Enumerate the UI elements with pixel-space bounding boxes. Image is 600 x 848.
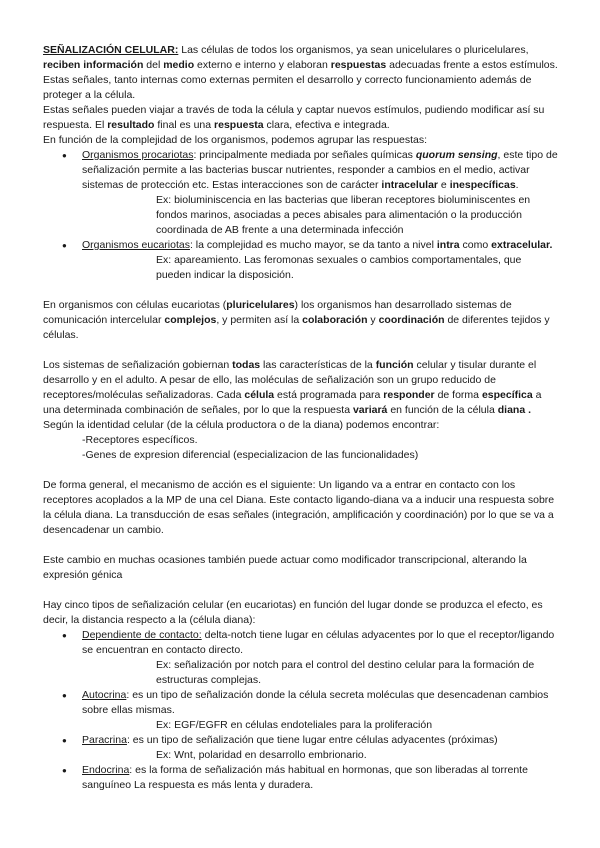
example-text: Ex: señalización por notch para el control del destino celular para la formación de estructuras complejas.	[156, 659, 535, 686]
list-item: ● Autocrina: es un tipo de señalización donde la célula secreta moléculas que desencadenan cambios sobre ellas mismas. Ex: EGF/EGFR en células endoteliales para la proliferación	[43, 688, 559, 733]
list-item: ● Organismos eucariotas: la complejidad es mucho mayor, se da tanto a nivel intra como extracelular. Ex: apareamiento. Las feromonas sexuales o cambios comportamentales, que pueden indicar la disposición.	[43, 238, 559, 283]
eukaryote-paragraph: En organismos con células eucariotas (pluricelulares) los organismos han desarrollado sistemas de comunicación intercelular complejos, y permiten así la colaboración y coordinación de diferentes tejidos y células.	[43, 299, 550, 341]
systems-paragraph: Los sistemas de señalización gobiernan todas las características de la función celular y tisular durante el desarrollo y en el adulto. A pesar de ello, las moléculas de señalización son un grupo reducido de receptores/moléculas señalizadoras. Cada célula está programada para responder de forma específica a una determinada combinación de señales, por lo que la respuesta variará en función de la célula diana . Según la identidad celular (de la célula productora o de la diana) podemos encontrar:	[43, 359, 542, 431]
transcription-paragraph: Este cambio en muchas ocasiones también puede actuar como modificador transcripcional, alterando la expresión génica	[43, 554, 527, 581]
example-text: Ex: bioluminiscencia en las bacterias que liberan receptores bioluminiscentes en fondos marinos, asociadas a peces abisales para alimentación o la producción coordinada de AB frente a una determinada infección	[156, 194, 531, 236]
grouping-paragraph: En función de la complejidad de los organismos, podemos agrupar las respuestas:	[43, 134, 428, 146]
list-item: ● Dependiente de contacto: delta-notch tiene lugar en células adyacentes por lo que el receptor/ligando se encuentran en contacto directo. Ex: señalización por notch para el control del destino celular para la formación de estructuras complejas.	[43, 628, 559, 688]
intro-paragraph: SEÑALIZACIÓN CELULAR: Las células de todos los organismos, ya sean unicelulares o pluricelulares, reciben información del medio externo e interno y elaboran respuestas adecuadas frente a estos estímulos. Estas señales, tanto internas como externas permiten el desarrollo y correcto funcionamiento además de proteger a la célula.	[43, 44, 558, 101]
example-text: Ex: apareamiento. Las feromonas sexuales o cambios comportamentales, que pueden indicar la disposición.	[156, 254, 522, 281]
organisms-list	[43, 148, 559, 283]
example-text: Ex: Wnt, polaridad en desarrollo embrionario.	[156, 749, 367, 761]
types-intro-paragraph: Hay cinco tipos de señalización celular (en eucariotas) en función del lugar donde se produzca el efecto, es decir, la distancia respecto a la (célula diana):	[43, 599, 543, 626]
list-item: ● Organismos procariotas: principalmente mediada por señales químicas quorum sensing, este tipo de señalización permite a las bacterias buscar nutrientes, responder a cambios en el medio, activar sistemas de protección etc. Estas interacciones son de carácter intracelular e inespecíficas. Ex: bioluminiscencia en las bacterias que liberan receptores bioluminiscentes en fondos marinos, asociadas a peces abisales para alimentación o la producción coordinada de AB frente a una determinada infección	[43, 148, 559, 238]
list-item: ● Paracrina: es un tipo de señalización que tiene lugar entre células adyacentes (próximas) Ex: Wnt, polaridad en desarrollo embrionario.	[43, 733, 559, 763]
document-page	[43, 43, 559, 793]
signals-paragraph: Estas señales pueden viajar a través de toda la célula y captar nuevos estímulos, pudiendo modificar así su respuesta. El resultado final es una respuesta clara, efectiva e integrada.	[43, 104, 545, 131]
signaling-types-list	[43, 628, 559, 793]
document-title: SEÑALIZACIÓN CELULAR:	[43, 44, 179, 56]
dash-item: -Genes de expresion diferencial (especializacion de las funcionalidades)	[82, 449, 419, 461]
dash-item: -Receptores específicos.	[82, 434, 198, 446]
example-text: Ex: EGF/EGFR en células endoteliales para la proliferación	[156, 719, 433, 731]
list-item: ● Endocrina: es la forma de señalización más habitual en hormonas, que son liberadas al torrente sanguíneo La respuesta es más lenta y duradera.	[43, 763, 559, 793]
mechanism-paragraph: De forma general, el mecanismo de acción es el siguiente: Un ligando va a entrar en contacto con los receptores acoplados a la MP de una cel Diana. Este contacto ligando-diana va a inducir una respuesta sobre la célula diana. La transducción de esas señales (integración, amplificación y coordinación) por lo que se va a desencadenar un cambio.	[43, 479, 555, 536]
